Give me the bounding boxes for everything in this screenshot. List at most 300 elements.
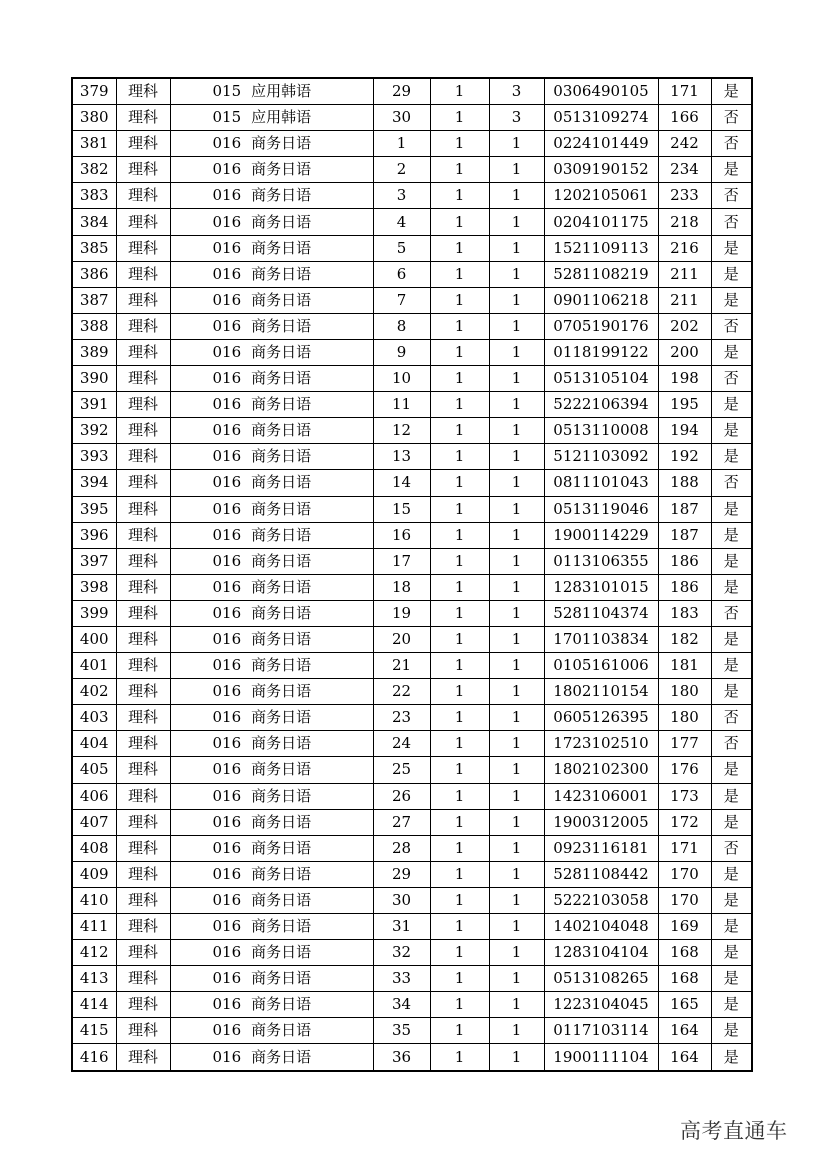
cell-flag: 是 [711, 496, 752, 522]
cell-col-a: 1 [430, 940, 489, 966]
cell-col-b: 1 [489, 966, 544, 992]
major-code: 016 [212, 473, 242, 492]
table-row [72, 183, 752, 209]
cell-col-b: 1 [489, 653, 544, 679]
cell-flag: 是 [711, 809, 752, 835]
major-code: 016 [212, 995, 242, 1014]
cell-rank: 29 [373, 861, 430, 887]
cell-category: 理科 [116, 600, 170, 626]
cell-category: 理科 [116, 209, 170, 235]
cell-category: 理科 [116, 131, 170, 157]
cell-seq: 394 [72, 470, 116, 496]
major-name: 商务日语 [251, 995, 312, 1014]
cell-score: 211 [658, 287, 711, 313]
cell-category: 理科 [116, 705, 170, 731]
table-row [72, 209, 752, 235]
cell-flag: 是 [711, 418, 752, 444]
cell-rank: 33 [373, 966, 430, 992]
cell-rank: 18 [373, 574, 430, 600]
cell-category: 理科 [116, 626, 170, 652]
cell-flag: 是 [711, 914, 752, 940]
cell-seq: 413 [72, 966, 116, 992]
cell-col-b: 1 [489, 522, 544, 548]
cell-score: 234 [658, 157, 711, 183]
major-code: 016 [212, 760, 242, 779]
cell-exam-no: 1283104104 [544, 940, 658, 966]
cell-major [170, 705, 373, 731]
major-name: 商务日语 [251, 943, 312, 962]
cell-seq: 402 [72, 679, 116, 705]
table-row [72, 444, 752, 470]
cell-flag: 是 [711, 861, 752, 887]
cell-category: 理科 [116, 887, 170, 913]
cell-rank: 15 [373, 496, 430, 522]
major-code: 016 [212, 395, 242, 414]
cell-col-a: 1 [430, 392, 489, 418]
cell-score: 187 [658, 522, 711, 548]
cell-seq: 379 [72, 78, 116, 105]
cell-exam-no: 1423106001 [544, 783, 658, 809]
major-code: 016 [212, 421, 242, 440]
cell-rank: 6 [373, 261, 430, 287]
cell-rank: 19 [373, 600, 430, 626]
cell-seq: 414 [72, 992, 116, 1018]
cell-col-a: 1 [430, 496, 489, 522]
major-name: 商务日语 [251, 316, 312, 335]
major-name: 商务日语 [251, 682, 312, 701]
cell-score: 183 [658, 600, 711, 626]
major-name: 商务日语 [251, 812, 312, 831]
cell-flag: 是 [711, 157, 752, 183]
table-row [72, 992, 752, 1018]
cell-col-a: 1 [430, 157, 489, 183]
cell-major [170, 731, 373, 757]
cell-col-b: 1 [489, 418, 544, 444]
cell-score: 216 [658, 235, 711, 261]
cell-category: 理科 [116, 157, 170, 183]
table-row [72, 653, 752, 679]
cell-flag: 是 [711, 992, 752, 1018]
cell-exam-no: 1223104045 [544, 992, 658, 1018]
cell-exam-no: 1802102300 [544, 757, 658, 783]
cell-col-b: 1 [489, 861, 544, 887]
table-row [72, 418, 752, 444]
table-row [72, 235, 752, 261]
cell-col-b: 1 [489, 339, 544, 365]
cell-major [170, 522, 373, 548]
cell-flag: 是 [711, 444, 752, 470]
cell-seq: 397 [72, 548, 116, 574]
cell-flag: 是 [711, 1018, 752, 1044]
cell-col-a: 1 [430, 626, 489, 652]
cell-col-a: 1 [430, 444, 489, 470]
cell-col-b: 1 [489, 1018, 544, 1044]
cell-exam-no: 5121103092 [544, 444, 658, 470]
cell-seq: 387 [72, 287, 116, 313]
cell-category: 理科 [116, 235, 170, 261]
cell-col-b: 1 [489, 914, 544, 940]
cell-col-a: 1 [430, 679, 489, 705]
cell-exam-no: 5222103058 [544, 887, 658, 913]
cell-category: 理科 [116, 679, 170, 705]
major-code: 016 [212, 447, 242, 466]
cell-col-a: 1 [430, 887, 489, 913]
cell-col-b: 3 [489, 78, 544, 105]
major-code: 016 [212, 342, 242, 361]
cell-rank: 34 [373, 992, 430, 1018]
cell-category: 理科 [116, 366, 170, 392]
cell-seq: 380 [72, 105, 116, 131]
major-code: 016 [212, 812, 242, 831]
cell-flag: 否 [711, 835, 752, 861]
cell-exam-no: 0923116181 [544, 835, 658, 861]
cell-exam-no: 0306490105 [544, 78, 658, 105]
cell-flag: 是 [711, 679, 752, 705]
cell-col-b: 1 [489, 887, 544, 913]
cell-category: 理科 [116, 653, 170, 679]
table-row [72, 574, 752, 600]
cell-exam-no: 1283101015 [544, 574, 658, 600]
cell-exam-no: 1402104048 [544, 914, 658, 940]
cell-col-b: 1 [489, 496, 544, 522]
cell-col-b: 1 [489, 783, 544, 809]
cell-category: 理科 [116, 861, 170, 887]
cell-major [170, 157, 373, 183]
cell-flag: 是 [711, 966, 752, 992]
table-row [72, 731, 752, 757]
table-row [72, 78, 752, 105]
cell-rank: 13 [373, 444, 430, 470]
major-code: 016 [212, 708, 242, 727]
cell-score: 171 [658, 78, 711, 105]
cell-score: 166 [658, 105, 711, 131]
cell-major [170, 105, 373, 131]
cell-major [170, 392, 373, 418]
cell-col-a: 1 [430, 574, 489, 600]
cell-category: 理科 [116, 757, 170, 783]
cell-col-b: 1 [489, 548, 544, 574]
cell-exam-no: 1701103834 [544, 626, 658, 652]
major-name: 商务日语 [251, 264, 312, 283]
cell-seq: 386 [72, 261, 116, 287]
cell-col-a: 1 [430, 78, 489, 105]
cell-seq: 392 [72, 418, 116, 444]
cell-score: 186 [658, 548, 711, 574]
major-code: 016 [212, 1021, 242, 1040]
cell-rank: 28 [373, 835, 430, 861]
cell-col-a: 1 [430, 522, 489, 548]
cell-rank: 8 [373, 313, 430, 339]
cell-seq: 406 [72, 783, 116, 809]
cell-rank: 5 [373, 235, 430, 261]
major-name: 商务日语 [251, 760, 312, 779]
cell-major [170, 131, 373, 157]
cell-flag: 否 [711, 470, 752, 496]
cell-flag: 否 [711, 313, 752, 339]
cell-exam-no: 1723102510 [544, 731, 658, 757]
major-name: 商务日语 [251, 630, 312, 649]
table-row [72, 1018, 752, 1044]
cell-rank: 25 [373, 757, 430, 783]
cell-major [170, 235, 373, 261]
cell-exam-no: 0811101043 [544, 470, 658, 496]
major-name: 商务日语 [251, 186, 312, 205]
cell-exam-no: 0901106218 [544, 287, 658, 313]
cell-exam-no: 0513119046 [544, 496, 658, 522]
cell-score: 168 [658, 940, 711, 966]
cell-exam-no: 0118199122 [544, 339, 658, 365]
cell-seq: 391 [72, 392, 116, 418]
cell-category: 理科 [116, 940, 170, 966]
cell-major [170, 287, 373, 313]
cell-flag: 是 [711, 887, 752, 913]
major-name: 应用韩语 [251, 108, 312, 127]
cell-seq: 411 [72, 914, 116, 940]
cell-col-a: 1 [430, 1018, 489, 1044]
cell-major [170, 496, 373, 522]
major-name: 商务日语 [251, 1047, 312, 1066]
cell-score: 218 [658, 209, 711, 235]
cell-flag: 是 [711, 235, 752, 261]
cell-seq: 393 [72, 444, 116, 470]
table-row [72, 496, 752, 522]
cell-col-a: 1 [430, 548, 489, 574]
cell-seq: 405 [72, 757, 116, 783]
major-name: 商务日语 [251, 603, 312, 622]
cell-major [170, 757, 373, 783]
cell-col-b: 1 [489, 444, 544, 470]
table-row [72, 1044, 752, 1071]
cell-category: 理科 [116, 418, 170, 444]
cell-major [170, 444, 373, 470]
cell-major [170, 418, 373, 444]
major-name: 商务日语 [251, 134, 312, 153]
cell-seq: 384 [72, 209, 116, 235]
cell-exam-no: 1900111104 [544, 1044, 658, 1071]
cell-score: 187 [658, 496, 711, 522]
cell-col-b: 1 [489, 809, 544, 835]
cell-col-a: 1 [430, 861, 489, 887]
cell-category: 理科 [116, 78, 170, 105]
major-code: 016 [212, 551, 242, 570]
cell-rank: 1 [373, 131, 430, 157]
cell-flag: 是 [711, 287, 752, 313]
major-name: 商务日语 [251, 499, 312, 518]
cell-col-a: 1 [430, 131, 489, 157]
cell-col-a: 1 [430, 1044, 489, 1071]
cell-exam-no: 0513109274 [544, 105, 658, 131]
cell-exam-no: 1900114229 [544, 522, 658, 548]
cell-rank: 10 [373, 366, 430, 392]
cell-major [170, 809, 373, 835]
cell-category: 理科 [116, 966, 170, 992]
cell-flag: 是 [711, 940, 752, 966]
cell-seq: 410 [72, 887, 116, 913]
cell-col-b: 1 [489, 940, 544, 966]
cell-score: 164 [658, 1044, 711, 1071]
cell-score: 194 [658, 418, 711, 444]
cell-rank: 21 [373, 653, 430, 679]
cell-rank: 32 [373, 940, 430, 966]
cell-rank: 36 [373, 1044, 430, 1071]
cell-col-b: 1 [489, 992, 544, 1018]
cell-major [170, 183, 373, 209]
cell-seq: 389 [72, 339, 116, 365]
cell-exam-no: 0117103114 [544, 1018, 658, 1044]
major-code: 016 [212, 212, 242, 231]
table-row [72, 392, 752, 418]
cell-category: 理科 [116, 339, 170, 365]
cell-exam-no: 1802110154 [544, 679, 658, 705]
table-row [72, 887, 752, 913]
cell-col-b: 1 [489, 835, 544, 861]
major-code: 016 [212, 369, 242, 388]
cell-seq: 415 [72, 1018, 116, 1044]
cell-col-b: 1 [489, 183, 544, 209]
major-code: 016 [212, 316, 242, 335]
cell-exam-no: 5222106394 [544, 392, 658, 418]
cell-flag: 是 [711, 1044, 752, 1071]
cell-flag: 是 [711, 783, 752, 809]
cell-seq: 383 [72, 183, 116, 209]
major-code: 016 [212, 499, 242, 518]
cell-flag: 是 [711, 574, 752, 600]
cell-score: 177 [658, 731, 711, 757]
table-row [72, 313, 752, 339]
cell-flag: 是 [711, 261, 752, 287]
cell-seq: 382 [72, 157, 116, 183]
cell-category: 理科 [116, 313, 170, 339]
cell-flag: 是 [711, 78, 752, 105]
cell-seq: 398 [72, 574, 116, 600]
cell-seq: 400 [72, 626, 116, 652]
cell-col-a: 1 [430, 261, 489, 287]
cell-col-a: 1 [430, 705, 489, 731]
cell-col-a: 1 [430, 600, 489, 626]
table-row [72, 783, 752, 809]
cell-col-a: 1 [430, 339, 489, 365]
cell-col-a: 1 [430, 783, 489, 809]
table-row [72, 131, 752, 157]
cell-seq: 409 [72, 861, 116, 887]
major-code: 016 [212, 734, 242, 753]
major-name: 商务日语 [251, 160, 312, 179]
cell-exam-no: 0513105104 [544, 366, 658, 392]
cell-major [170, 209, 373, 235]
major-name: 商务日语 [251, 656, 312, 675]
admission-score-table [71, 77, 753, 1072]
cell-col-b: 1 [489, 470, 544, 496]
cell-major [170, 966, 373, 992]
cell-col-b: 3 [489, 105, 544, 131]
major-code: 016 [212, 864, 242, 883]
major-code: 016 [212, 525, 242, 544]
table-row [72, 548, 752, 574]
cell-major [170, 548, 373, 574]
cell-category: 理科 [116, 783, 170, 809]
cell-seq: 404 [72, 731, 116, 757]
major-name: 商务日语 [251, 290, 312, 309]
table-row [72, 757, 752, 783]
cell-col-a: 1 [430, 209, 489, 235]
cell-rank: 27 [373, 809, 430, 835]
cell-col-a: 1 [430, 731, 489, 757]
cell-exam-no: 5281108219 [544, 261, 658, 287]
major-code: 016 [212, 943, 242, 962]
cell-score: 242 [658, 131, 711, 157]
cell-exam-no: 0705190176 [544, 313, 658, 339]
cell-rank: 14 [373, 470, 430, 496]
cell-flag: 是 [711, 757, 752, 783]
cell-category: 理科 [116, 444, 170, 470]
table-row [72, 914, 752, 940]
cell-major [170, 574, 373, 600]
cell-score: 168 [658, 966, 711, 992]
cell-rank: 17 [373, 548, 430, 574]
cell-exam-no: 0605126395 [544, 705, 658, 731]
cell-category: 理科 [116, 287, 170, 313]
cell-flag: 是 [711, 392, 752, 418]
major-code: 016 [212, 186, 242, 205]
cell-exam-no: 0513108265 [544, 966, 658, 992]
cell-col-a: 1 [430, 470, 489, 496]
cell-category: 理科 [116, 392, 170, 418]
table-row [72, 261, 752, 287]
cell-flag: 否 [711, 366, 752, 392]
cell-score: 198 [658, 366, 711, 392]
cell-exam-no: 0105161006 [544, 653, 658, 679]
major-name: 商务日语 [251, 473, 312, 492]
cell-flag: 是 [711, 548, 752, 574]
cell-score: 200 [658, 339, 711, 365]
cell-score: 169 [658, 914, 711, 940]
cell-score: 171 [658, 835, 711, 861]
cell-major [170, 339, 373, 365]
cell-major [170, 679, 373, 705]
table-row [72, 105, 752, 131]
major-name: 商务日语 [251, 369, 312, 388]
cell-col-a: 1 [430, 183, 489, 209]
major-name: 应用韩语 [251, 82, 312, 101]
major-name: 商务日语 [251, 551, 312, 570]
cell-score: 182 [658, 626, 711, 652]
major-name: 商务日语 [251, 447, 312, 466]
major-name: 商务日语 [251, 838, 312, 857]
cell-rank: 24 [373, 731, 430, 757]
major-name: 商务日语 [251, 969, 312, 988]
cell-score: 186 [658, 574, 711, 600]
cell-col-b: 1 [489, 600, 544, 626]
cell-rank: 2 [373, 157, 430, 183]
major-name: 商务日语 [251, 864, 312, 883]
major-code: 016 [212, 134, 242, 153]
cell-col-b: 1 [489, 1044, 544, 1071]
major-code: 015 [212, 108, 242, 127]
cell-exam-no: 0224101449 [544, 131, 658, 157]
cell-flag: 是 [711, 653, 752, 679]
major-name: 商务日语 [251, 708, 312, 727]
major-name: 商务日语 [251, 890, 312, 909]
cell-rank: 26 [373, 783, 430, 809]
cell-rank: 3 [373, 183, 430, 209]
cell-flag: 否 [711, 600, 752, 626]
cell-score: 180 [658, 705, 711, 731]
major-name: 商务日语 [251, 421, 312, 440]
cell-major [170, 914, 373, 940]
cell-rank: 35 [373, 1018, 430, 1044]
cell-flag: 否 [711, 183, 752, 209]
cell-flag: 否 [711, 105, 752, 131]
